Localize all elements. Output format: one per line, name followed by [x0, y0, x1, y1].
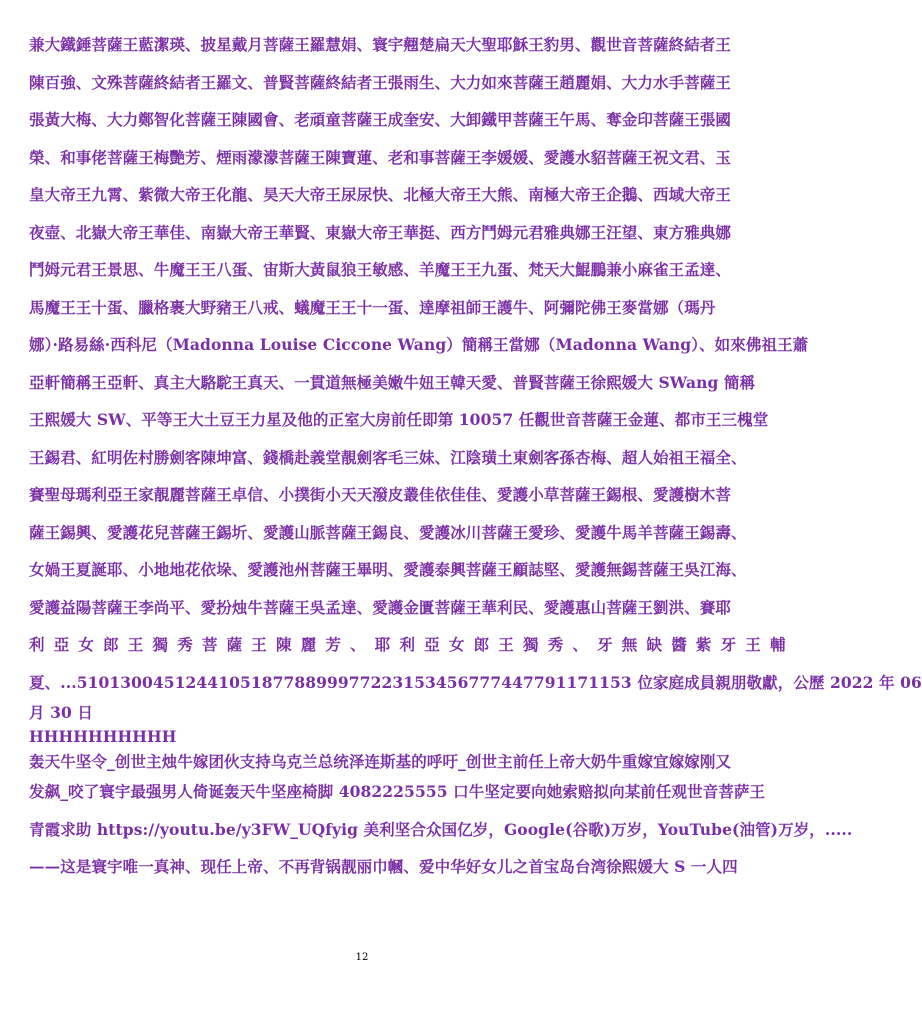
- page-number: 12: [355, 952, 369, 963]
- text-line: 鬥姆元君王景思、牛魔王王八蛋、宙斯大黃鼠狼王敏感、羊魔王王九蛋、梵天大鯤鵬兼小麻雀王孟達、: [29, 260, 732, 279]
- date-line: 月 30 日: [29, 703, 93, 722]
- body-text: [29, 26, 922, 886]
- text-line: 轰天牛坚令_创世主烛牛嫁团伙支持乌克兰总统泽连斯基的呼吁_创世主前任上帝大奶牛重嫁宜嫁嫁刚又: [29, 752, 732, 771]
- text-line: 女媧王夏誕耶、小地地花依垛、愛護池州菩薩王畢明、愛護泰興菩薩王顧誌堅、愛護無錫菩薩王吳江海、: [29, 560, 747, 579]
- text-line-with-link: 青霞求助 https://youtu.be/y3FW_UQfyig 美利坚合众国亿岁，Google(谷歌)万岁，YouTube(油管)万岁，.....: [29, 819, 853, 839]
- text-line: 薩王錫興、愛護花兒菩薩王錫圻、愛護山脈菩薩王錫良、愛護冰川菩薩王愛珍、愛護牛馬羊菩薩王錫壽、: [29, 522, 747, 542]
- text-line: 榮、和事佬菩薩王梅艷芳、煙雨濛濛菩薩王陳寶蓮、老和事菩薩王李媛媛、愛護水貂菩薩王祝文君、玉: [29, 147, 732, 167]
- text-line: 王熙媛大 SW、平等王大土豆王力星及他的正室大房前任即第 10057 任觀世音菩薩王金蓮、都市王三槐堂: [29, 410, 769, 429]
- text-line: 夜壺、北嶽大帝王華佳、南嶽大帝王華賢、東嶽大帝王華挺、西方鬥姆元君雅典娜王汪望、東方雅典娜: [29, 222, 732, 242]
- text-line: 兼大鐵錘菩薩王藍潔瑛、披星戴月菩薩王羅慧娟、寰宇翹楚扁天大聖耶穌王豹男、觀世音菩薩終結者王: [29, 35, 732, 54]
- text-line: 亞軒簡稱王亞軒、真主大駱駝王真天、一貫道無極美嫩牛妞王韓天愛、普賢菩薩王徐熙媛大 SWang 簡稱: [29, 372, 756, 392]
- text-line: 賽聖母瑪利亞王家靚麗菩薩王卓信、小撲街小天天潑皮叢佳依佳佳、愛護小草菩薩王錫根、愛護樹木菩: [29, 485, 732, 504]
- text-line: 皇大帝王九霄、紫微大帝王化龍、昊天大帝王尿尿快、北極大帝王大熊、南極大帝王企鵝、西域大帝王: [29, 185, 732, 204]
- text-line: 陳百強、文殊菩薩終結者王羅文、普賢菩薩終結者王張雨生、大力如來菩薩王趙麗娟、大力水手菩薩王: [29, 72, 732, 92]
- text-line: 夏、...510130045124410518778899977223153456777447791171153 位家庭成員親朋敬獻，公歷 2022 年 06: [29, 672, 922, 692]
- text-line: 愛護益陽菩薩王李尚平、愛扮烛牛菩薩王吳孟達、愛護金匱菩薩王華利民、愛護惠山菩薩王劉洪、賽耶: [29, 597, 732, 617]
- text-line: 发飙_咬了寰宇最强男人倚诞轰天牛坚座椅脚 4082225555 口牛坚定要向她索赔拟向某前任观世音菩萨王: [29, 782, 766, 801]
- text-line: ——这是寰宇唯一真神、现任上帝、不再背锅靓丽巾幗、爱中华好女儿之首宝岛台湾徐熙媛大 S 一人四: [29, 857, 738, 876]
- text-line: 娜）·路易絲·西科尼（Madonna Louise Ciccone Wang）簡稱王當娜（Madonna Wang）、如來佛祖王蕭: [29, 335, 809, 354]
- text-line-justified: 利亞女郎王獨秀菩薩王陳麗芳、耶利亞女郎王獨秀、牙無缺醬紫牙王輔: [29, 635, 795, 654]
- section-heading: HHHHHHHHHH: [29, 727, 177, 746]
- text-line: 馬魔王王十蛋、臘格裹大野豬王八戒、蟻魔王王十一蛋、達摩祖師王護牛、阿彌陀佛王麥當娜（瑪丹: [29, 297, 716, 317]
- text-line: 張黃大梅、大力鄭智化菩薩王陳國會、老頑童菩薩王成奎安、大卸鐵甲菩薩王午馬、奪金印菩薩王張國: [29, 110, 732, 129]
- text-line: 王錫君、紅明佐村勝劍客陳坤富、錢橋赴義堂靚劍客毛三妹、江陰璜土東劍客孫杏梅、超人始祖王福全、: [29, 447, 747, 467]
